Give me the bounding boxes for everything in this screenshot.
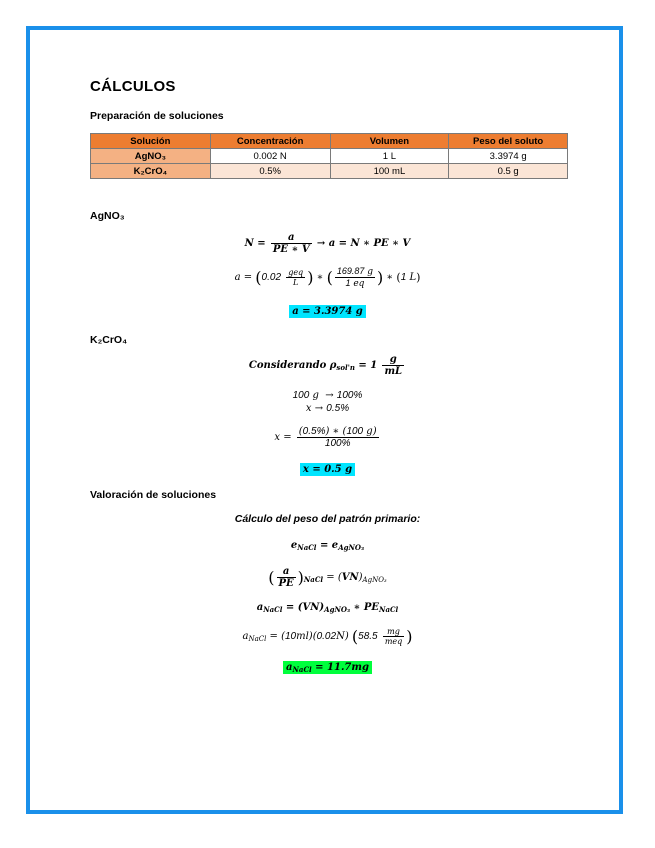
equation-agno3-calc: a = (0.02 $\frac{\text{geq}}{L}$ ) ∗ ( $\frac{169.87 g}{1 eq}$ ) ∗ (1 L) [234, 266, 421, 289]
equation-equivalents: $e_{NaCl} = e_{AgNO_3}$ [290, 540, 365, 552]
result-nacl [0, 662, 655, 674]
header-peso: Peso del soluto [449, 134, 568, 149]
table-row [91, 149, 568, 164]
section-heading-valoracion: Valoración de soluciones [90, 489, 217, 501]
result-agno3-value: a = 3.3974 g [289, 305, 366, 318]
cell-weight: 0.5 g [449, 164, 568, 179]
result-k2cro4 [0, 464, 655, 475]
cell-volume: 1 L [330, 149, 449, 164]
result-nacl-value: $a_{NaCl} = 11.7mg$ [283, 661, 372, 674]
cell-concentration: 0.002 N [210, 149, 330, 164]
equation-k2cro4-calc: x = $\frac{(0.5\%) ∗ (100 g)}{100\%}$ [274, 426, 377, 449]
equation-density: Considerando $\rho_{sol'n} = 1$ $\frac{g}{mL}$ [248, 354, 403, 377]
header-volumen: Volumen [330, 134, 449, 149]
cell-weight: 3.3974 g [449, 149, 568, 164]
equation-nacl-formula: $a_{NaCl} = (VN)_{AgNO_3}$ ∗ $PE_{NaCl}$ [256, 602, 399, 614]
result-k2cro4-value: x = 0.5 g [300, 463, 355, 476]
page-title: CÁLCULOS [90, 78, 176, 95]
result-agno3 [0, 306, 655, 317]
equation-nacl-calc: $a_{NaCl} = (10ml)(0.02N)$ (58.5 $\frac{mg}{\text{meq}}$ ) [242, 627, 413, 646]
patron-subtitle: Cálculo del peso del patrón primario: [234, 513, 421, 525]
equation-proportion-1: 100 g → 100% [292, 390, 363, 401]
header-concentracion: Concentración [210, 134, 330, 149]
table-row [91, 164, 568, 179]
cell-volume: 100 mL [330, 164, 449, 179]
header-solucion: Solución [91, 134, 211, 149]
equation-ratio: ( $\frac{a}{PE}$ )$_{NaCl} = (VN)_{AgNO_3}$ [268, 566, 387, 589]
equation-normality: N = $\frac{a}{PE ∗ V}$ → a = N ∗ PE ∗ V [244, 232, 411, 255]
cell-solution: K₂CrO₄ [91, 164, 211, 179]
table-header-row [91, 134, 568, 149]
label-k2cro4: K₂CrO₄ [90, 334, 128, 346]
label-agno3: AgNO₃ [90, 210, 125, 222]
section-heading-preparacion: Preparación de soluciones [90, 110, 224, 122]
cell-solution: AgNO₃ [91, 149, 211, 164]
solutions-table [90, 133, 568, 179]
cell-concentration: 0.5% [210, 164, 330, 179]
equation-proportion-2: x → 0.5% [305, 403, 350, 414]
